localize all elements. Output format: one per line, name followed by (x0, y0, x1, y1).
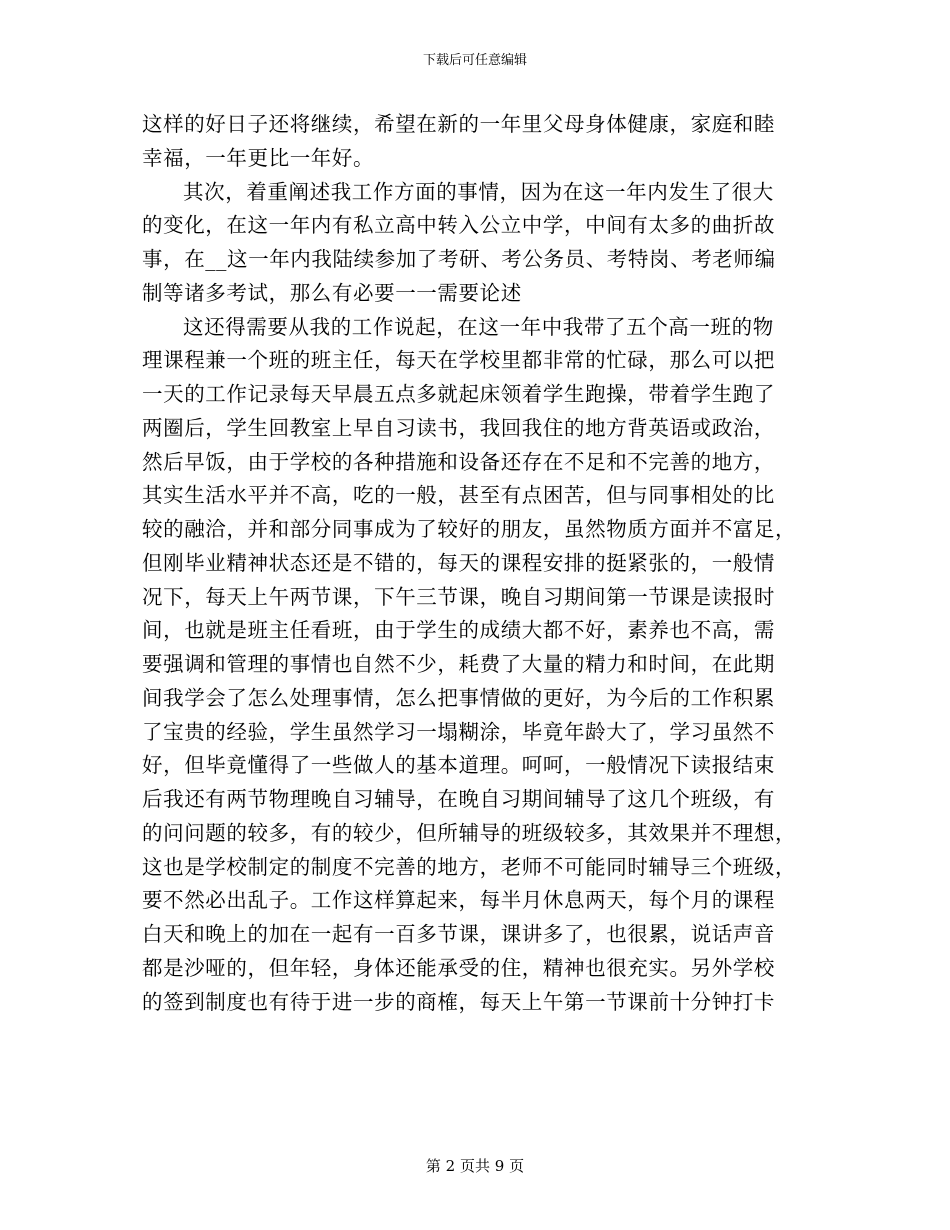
text-line: 间，也就是班主任看班，由于学生的成绩大都不好，素养也不高，需 (142, 618, 775, 643)
text-line: 两圈后，学生回教室上早自习读书，我回我住的地方背英语或政治， (142, 415, 775, 440)
text-line: 后我还有两节物理晚自习辅导，在晚自习期间辅导了这几个班级，有 (142, 787, 775, 811)
text-line: 较的融洽，并和部分同事成为了较好的朋友，虽然物质方面并不富足， (142, 517, 797, 541)
text-line: 制等诸多考试，那么有必要一一需要论述 (142, 280, 522, 305)
text-line: 的变化，在这一年内有私立高中转入公立中学，中间有太多的曲折故 (142, 213, 775, 238)
text-line: 理课程兼一个班的班主任，每天在学校里都非常的忙碌，那么可以把 (142, 348, 775, 373)
text-line: 但刚毕业精神状态还是不错的，每天的课程安排的挺紧张的，一般情 (142, 550, 775, 575)
text-line: 都是沙哑的，但年轻，身体还能承受的住，精神也很充实。另外学校 (142, 955, 775, 980)
paragraph-start-line: 其次，着重阐述我工作方面的事情，因为在这一年内发生了很大 (183, 179, 774, 204)
text-line: 事，在__这一年内我陆续参加了考研、考公务员、考特岗、考老师编 (142, 247, 776, 271)
text-line: 了宝贵的经验，学生虽然学习一塌糊涂，毕竟年龄大了，学习虽然不 (142, 719, 775, 744)
text-line: 的签到制度也有待于进一步的商榷，每天上午第一节课前十分钟打卡 (142, 989, 775, 1014)
text-line: 这样的好日子还将继续，希望在新的一年里父母身体健康，家庭和睦 (142, 112, 775, 136)
text-line: 幸福，一年更比一年好。 (142, 145, 375, 170)
text-line: 好，但毕竟懂得了一些做人的基本道理。呵呵，一般情况下读报结束 (142, 753, 775, 778)
page-header: 下载后可任意编辑 (422, 53, 527, 68)
text-line: 间我学会了怎么处理事情，怎么把事情做的更好，为今后的工作积累 (142, 685, 775, 710)
text-line: 一天的工作记录每天早晨五点多就起床领着学生跑操，带着学生跑了 (142, 382, 775, 406)
text-line: 要强调和管理的事情也自然不少，耗费了大量的精力和时间，在此期 (142, 652, 775, 676)
text-line: 其实生活水平并不高，吃的一般，甚至有点困苦，但与同事相处的比 (142, 483, 775, 508)
text-line: 这也是学校制定的制度不完善的地方，老师不可能同时辅导三个班级， (142, 854, 797, 879)
text-line: 要不然必出乱子。工作这样算起来，每半月休息两天，每个月的课程 (142, 888, 775, 913)
text-line: 况下，每天上午两节课，下午三节课，晚自习期间第一节课是读报时 (142, 584, 775, 609)
text-line: 的问问题的较多，有的较少，但所辅导的班级较多，其效果并不理想， (142, 820, 797, 845)
page-number-footer: 第 2 页共 9 页 (425, 1157, 525, 1175)
text-line: 白天和晚上的加在一起有一百多节课，课讲多了，也很累，说话声音 (142, 922, 775, 946)
text-line: 然后早饭，由于学校的各种措施和设备还存在不足和不完善的地方， (142, 449, 775, 474)
paragraph-start-line: 这还得需要从我的工作说起，在这一年中我带了五个高一班的物 (183, 314, 774, 339)
document-body (142, 108, 810, 1019)
